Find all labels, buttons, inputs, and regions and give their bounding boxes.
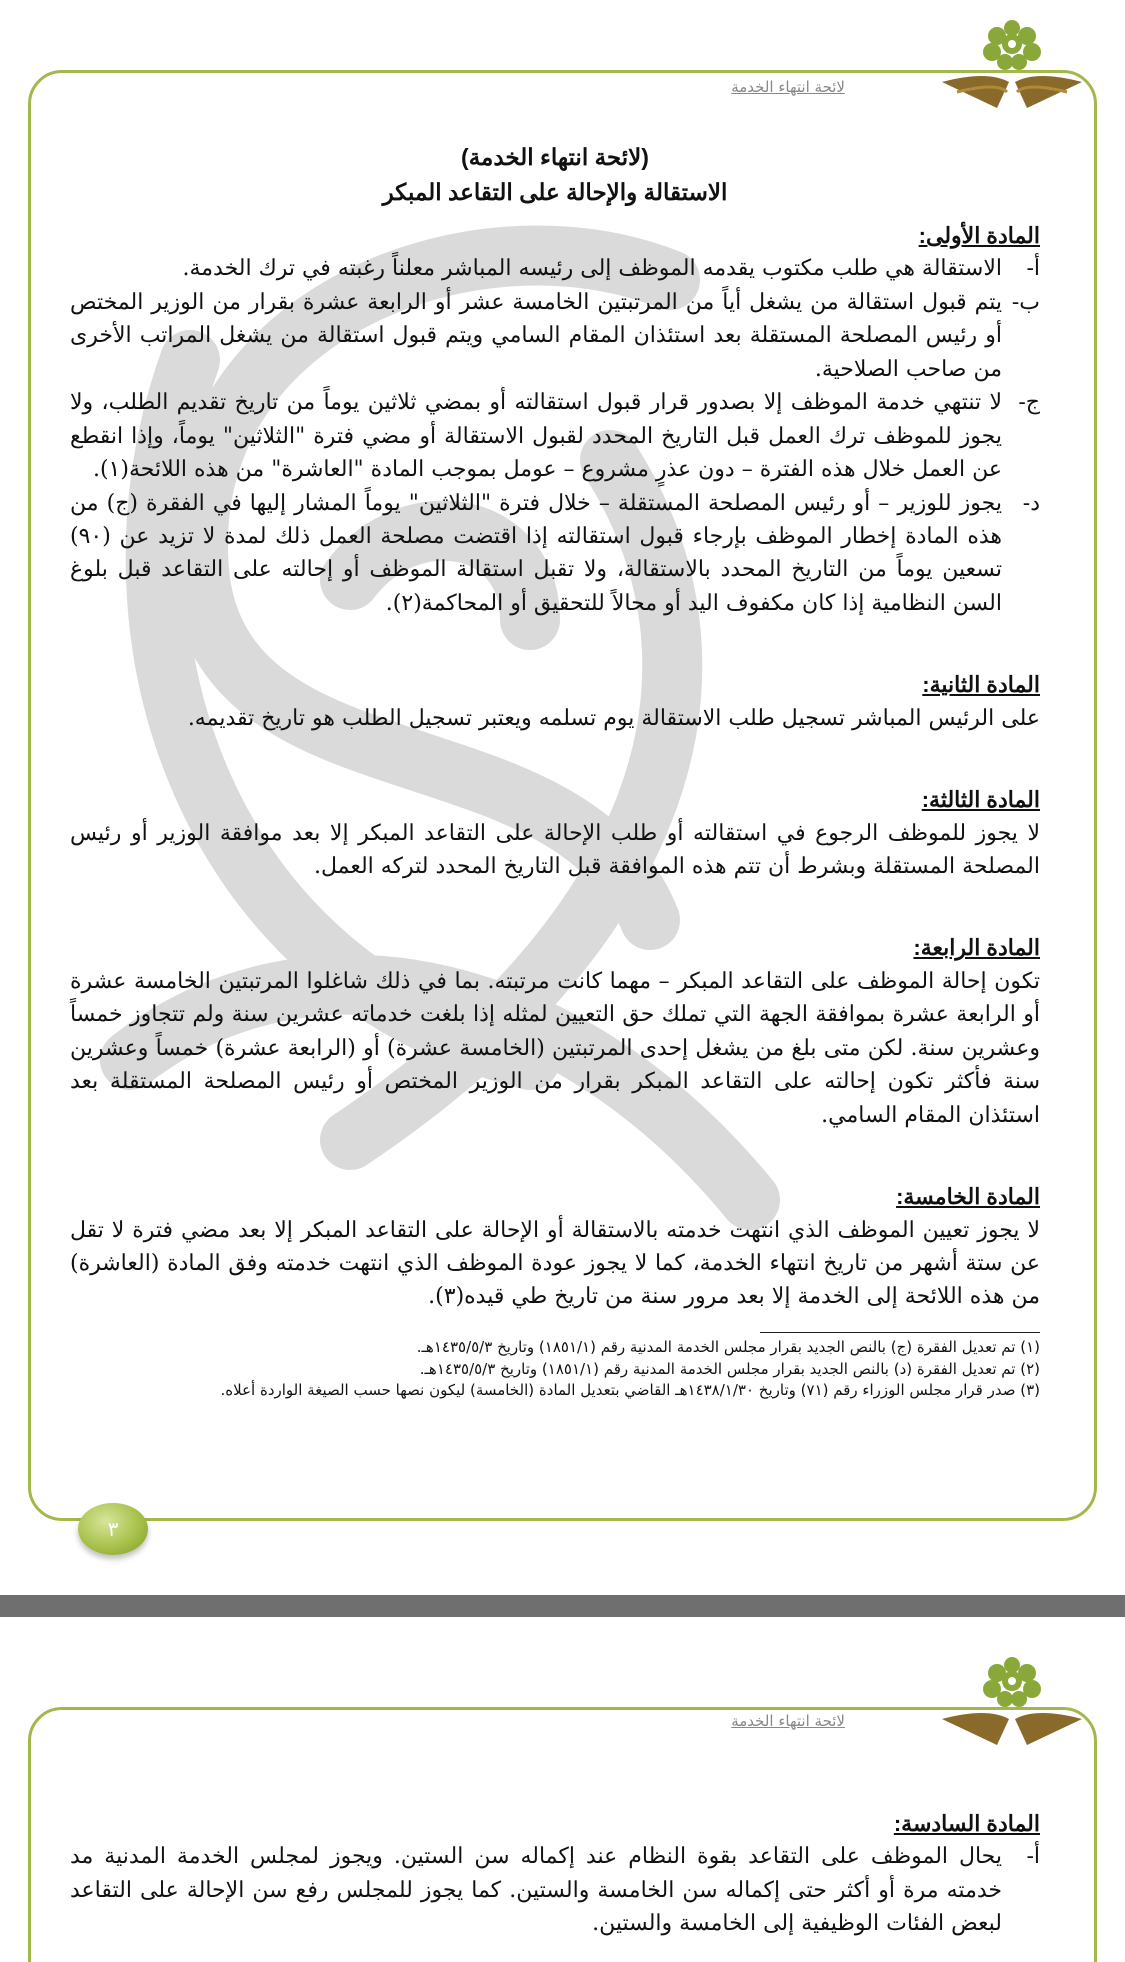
footnote-separator — [760, 1332, 1040, 1333]
article-2 — [70, 668, 1040, 735]
item-text: الاستقالة هي طلب مكتوب يقدمه الموظف إلى رئيسه المباشر معلناً رغبته في ترك الخدمة. — [182, 256, 1002, 282]
article-title: المادة الرابعة: — [913, 935, 1040, 961]
footnote: (٣) صدر قرار مجلس الوزراء رقم (٧١) وتاريخ ١٤٣٨/١/٣٠هـ القاضي بتعديل المادة (الخامسة) ليكون نصها حسب الصيغة الواردة أعلاه. — [220, 1381, 1040, 1400]
item-label: د- — [1022, 490, 1040, 516]
article-text: لا يجوز تعيين الموظف الذي انتهت خدمته بالاستقالة أو الإحالة على التقاعد المبكر إلا بعد مضي فترة لا تقل عن ستة أشهر من تاريخ انتهاء الخدمة، كما لا يجوز عودة الموظف الذي انتهت خدمته وفق المادة (العاشرة) من هذه اللائحة إلى الخدمة إلا بعد مرور سنة من تاريخ طي قيده(٣). — [70, 1217, 1040, 1310]
list-item — [70, 286, 1040, 386]
item-label: ب- — [1011, 289, 1040, 315]
item-text: يتم قبول استقالة من يشغل أياً من المرتبتين الخامسة عشر أو الرابعة عشرة بقرار من الوزير المختص أو رئيس المصلحة المستقلة بعد استئذان المقام السامي ويتم قبول استقالة من يشغل المراتب الأخرى من صاحب الصلاحية. — [70, 289, 1002, 382]
article-title: المادة الأولى: — [918, 223, 1040, 248]
article-title: المادة الثانية: — [922, 672, 1040, 698]
item-text: يحال الموظف على التقاعد بقوة النظام عند إكماله سن الستين. ويجوز لمجلس الخدمة المدنية مد خدمته مرة أو أكثر حتى إكماله سن الخامسة والستين. كما يجوز للمجلس رفع سن الإحالة على التقاعد لبعض الفئات الوظيفية إلى الخامسة والستين. — [70, 1844, 1002, 1937]
page-number-badge: ٣ — [78, 1503, 148, 1555]
logo-emblem — [937, 12, 1087, 122]
article-3 — [70, 783, 1040, 883]
article-text: تكون إحالة الموظف على التقاعد المبكر – مهما كانت مرتبته. بما في ذلك شاغلوا المرتبتين الخامسة عشرة أو الرابعة عشرة بموافقة الجهة التي تملك حق التعيين لمثله إذا بلغت خدماته عشرين سنة ولم تتجاوز خمساً وعشرين سنة. لكن متى بلغ من يشغل إحدى المرتبتين (الخامسة عشرة) أو (الرابعة عشرة) خمساً وعشرين سنة فأكثر تكون إحالته على التقاعد المبكر بقرار من الوزير المختص أو رئيس المصلحة المستقلة بعد استئذان المقام السامي. — [70, 968, 1040, 1128]
document-page-2 — [0, 1617, 1125, 1962]
list-item — [70, 386, 1040, 486]
item-label: أ- — [1026, 256, 1040, 282]
running-header: لائحة انتهاء الخدمة — [731, 78, 845, 96]
item-label: أ- — [1026, 1844, 1040, 1870]
article-6 — [70, 1807, 1040, 1941]
article-1 — [70, 219, 1040, 620]
page-separator — [0, 1595, 1125, 1617]
item-text: يجوز للوزير – أو رئيس المصلحة المستقلة – خلال فترة "الثلاثين" يوماً المشار إليها في الفقرة (ج) من هذه المادة إخطار الموظف بإرجاء قبول استقالته إذا اقتضت مصلحة العمل ذلك لمدة لا تزيد عن (٩٠) تسعين يوماً من التاريخ المحدد بالاستقالة، ولا تقبل استقالة الموظف أو إحالته على التقاعد قبل بلوغ السن النظامية إذا كان مكفوف اليد أو محالاً للتحقيق أو المحاكمة(٢). — [70, 490, 1002, 616]
page-content — [70, 140, 1040, 1402]
running-header: لائحة انتهاء الخدمة — [731, 1712, 845, 1730]
list-item — [70, 252, 1040, 285]
article-title: المادة السادسة: — [893, 1811, 1040, 1836]
item-label: ج- — [1018, 390, 1040, 416]
article-4 — [70, 931, 1040, 1132]
item-text: لا تنتهي خدمة الموظف إلا بصدور قرار قبول استقالته أو بمضي ثلاثين يوماً من تاريخ تقديم الطلب، ولا يجوز للموظف ترك العمل قبل التاريخ المحدد لقبول الاستقالة أو مضي فترة "الثلاثين" يوماً، وإذا انقطع عن العمل خلال هذه الفترة – دون عذرٍ مشروع – عومل بموجب المادة "العاشرة" من هذه اللائحة(١). — [70, 390, 1002, 483]
list-item — [70, 487, 1040, 621]
article-5 — [70, 1180, 1040, 1314]
list-item — [70, 1840, 1040, 1940]
doc-title: (لائحة انتهاء الخدمة) — [461, 144, 649, 170]
article-text: لا يجوز للموظف الرجوع في استقالته أو طلب الإحالة على التقاعد المبكر إلا بعد موافقة الوزير أو رئيس المصلحة المستقلة وبشرط أن تتم هذه الموافقة قبل التاريخ المحدد لتركه العمل. — [70, 820, 1040, 879]
footnote: (١) تم تعديل الفقرة (ج) بالنص الجديد بقرار مجلس الخدمة المدنية رقم (١٨٥١/١) وتاريخ ١٤٣٥/٥/٣هـ. — [416, 1337, 1040, 1356]
article-title: المادة الخامسة: — [896, 1184, 1040, 1210]
page-content — [70, 1797, 1040, 1941]
article-title: المادة الثالثة: — [921, 787, 1040, 813]
doc-subtitle: الاستقالة والإحالة على التقاعد المبكر — [382, 178, 728, 205]
logo-emblem — [937, 1649, 1087, 1759]
article-text: على الرئيس المباشر تسجيل طلب الاستقالة يوم تسلمه ويعتبر تسجيل الطلب هو تاريخ تقديمه. — [187, 705, 1040, 731]
footnote: (٢) تم تعديل الفقرة (د) بالنص الجديد بقرار مجلس الخدمة المدنية رقم (١٨٥١/١) وتاريخ ١٤٣٥/٥/٣هـ. — [419, 1359, 1040, 1378]
